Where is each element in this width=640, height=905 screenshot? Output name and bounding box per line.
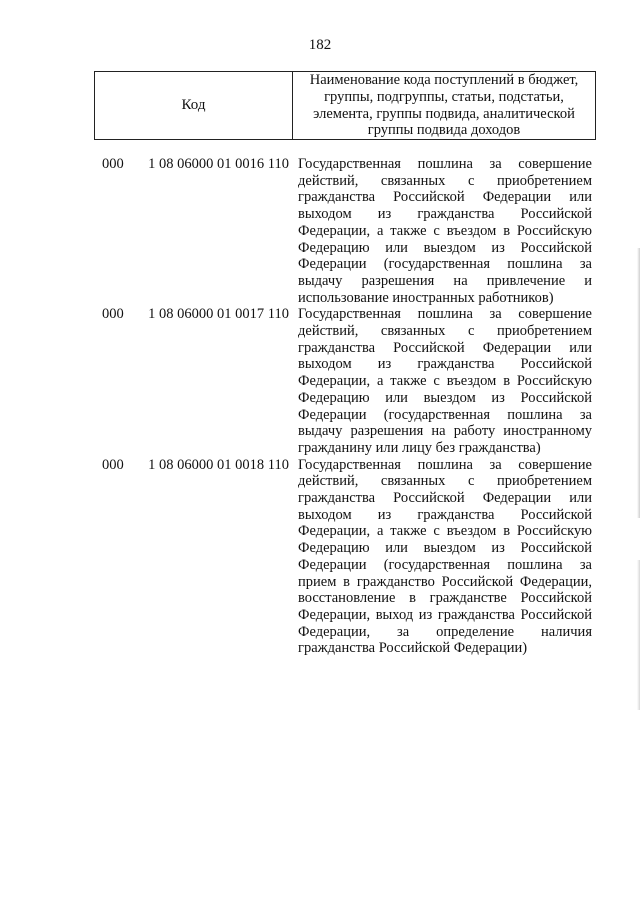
revenue-code: 1 08 06000 01 0016 110 [148, 156, 289, 172]
revenue-description: Государственная пошлина за совершение действий, связанных с приобретением гражданства Российской Федерации или выходом из гражданства Российской Федерации, а также с въездом в Российскую Федерацию или выездом из Российской Федерации (государственная пошлина за выдачу разрешения на работу иностранному гражданину или лицу без гражданства) [298, 306, 592, 456]
name-column-header: Наименование кода поступлений в бюджет, группы, подгруппы, статьи, подстатьи, элемента, группы подвида, аналитической группы подвида доходов [309, 72, 579, 139]
admin-code: 000 [102, 456, 124, 473]
admin-code: 000 [102, 156, 124, 172]
table-header [94, 71, 596, 140]
revenue-code: 1 08 06000 01 0018 110 [148, 456, 289, 473]
revenue-code-list [94, 156, 596, 657]
revenue-code: 1 08 06000 01 0017 110 [148, 306, 289, 323]
revenue-description: Государственная пошлина за совершение действий, связанных с приобретением гражданства Российской Федерации или выходом из гражданства Российской Федерации, а также с въездом в Российскую Федерацию или выездом из Российской Федерации (государственная пошлина за выдачу разрешения на привлечение и использование иностранных работников) [298, 156, 592, 306]
revenue-description: Государственная пошлина за совершение действий, связанных с приобретением гражданства Российской Федерации или выходом из гражданства Российской Федерации, а также с въездом в Российскую Федерацию или выездом из Российской Федерации (государственная пошлина за прием в гражданство Российской Федерации, восстановление в гражданстве Российской Федерации, выход из гражданства Российской Федерации, за определение наличия гражданства Российской Федерации) [298, 456, 592, 657]
admin-code: 000 [102, 306, 124, 323]
table-row [94, 156, 596, 306]
code-column-header: Код [95, 72, 293, 139]
table-row [94, 457, 596, 657]
page-number: 182 [308, 37, 332, 53]
table-row [94, 306, 596, 456]
